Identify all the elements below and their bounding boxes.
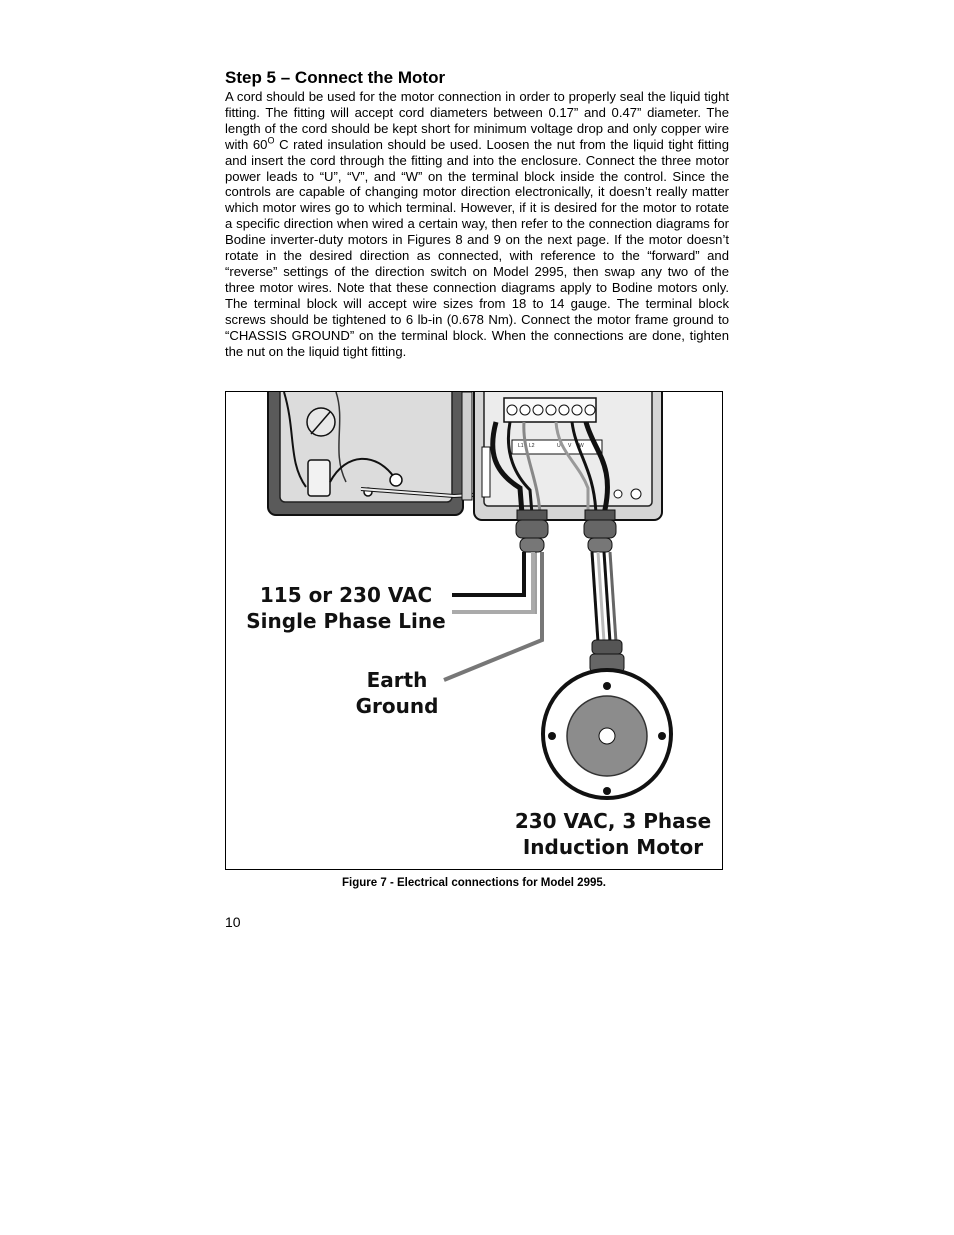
paragraph-part-2: C rated insulation should be used. Loosen the nut from the liquid tight fitting and insert the cord through the fitting and into the enclosure. Connect the three motor power leads to “U”, “V”, and “W” on the terminal block inside the control. Since the controls are capable of changing motor direction electronically, it doesn’t really matter which motor wires go to which terminal. However, if it is desired for the motor to rotate a specific direction when wired a certain way, then refer to the connection diagrams for Bodine inverter-duty motors in Figures 8 and 9 on the next page. If the motor doesn’t rotate in the desired direction as connected, with reference to the “forward” and “reverse” settings of the direction switch on Model 2995, then swap any two of the three motor wires. Note that these connection diagrams apply to Bodine motors only. The terminal block will accept wire sizes from 18 to 14 gauge. The terminal block screws should be tightened to 6 lb-in (0.678 Nm). Connect the motor frame ground to “CHASSIS GROUND” on the terminal block. When the connections are done, tighten the nut on the liquid tight fitting. [225, 136, 729, 359]
terminal-label-u: U [557, 443, 561, 449]
section-heading: Step 5 – Connect the Motor [225, 68, 446, 87]
line-label-2: Single Phase Line [246, 609, 446, 633]
motor-cord-gland [584, 510, 616, 552]
motor-gland [590, 640, 624, 672]
hinge [462, 392, 472, 500]
terminal-label-v: V [568, 443, 572, 449]
motor-label-2: Induction Motor [522, 835, 704, 859]
instructions-paragraph [225, 89, 729, 359]
enclosure-base [474, 392, 662, 520]
terminal-label-l2: L2 [529, 443, 535, 449]
motor-wires [592, 552, 616, 642]
terminal-label-w: W [579, 443, 584, 449]
page-number: 10 [225, 914, 241, 930]
degree-superscript: O [267, 135, 275, 146]
enclosure-cover [268, 392, 488, 515]
line-cord-gland [516, 510, 548, 552]
ground-label-1: Earth [366, 668, 428, 692]
wiring-figure [225, 391, 723, 870]
line-wires [444, 552, 542, 680]
terminal-label-l1: L1 [518, 443, 524, 449]
motor [543, 670, 671, 798]
wiring-diagram [226, 392, 722, 869]
motor-label-1: 230 VAC, 3 Phase [514, 809, 712, 833]
figure-caption: Figure 7 - Electrical connections for Model 2995. [342, 877, 606, 889]
line-label-1: 115 or 230 VAC [259, 583, 433, 607]
ground-label-2: Ground [355, 694, 439, 718]
paragraph-part-1: A cord should be used for the motor connection in order to properly seal the liquid tight fitting. The fitting will accept cord diameters between 0.17” and 0.47” diameter. The length of the cord should be kept short for minimum voltage drop and only copper wire with 60 [225, 89, 729, 152]
